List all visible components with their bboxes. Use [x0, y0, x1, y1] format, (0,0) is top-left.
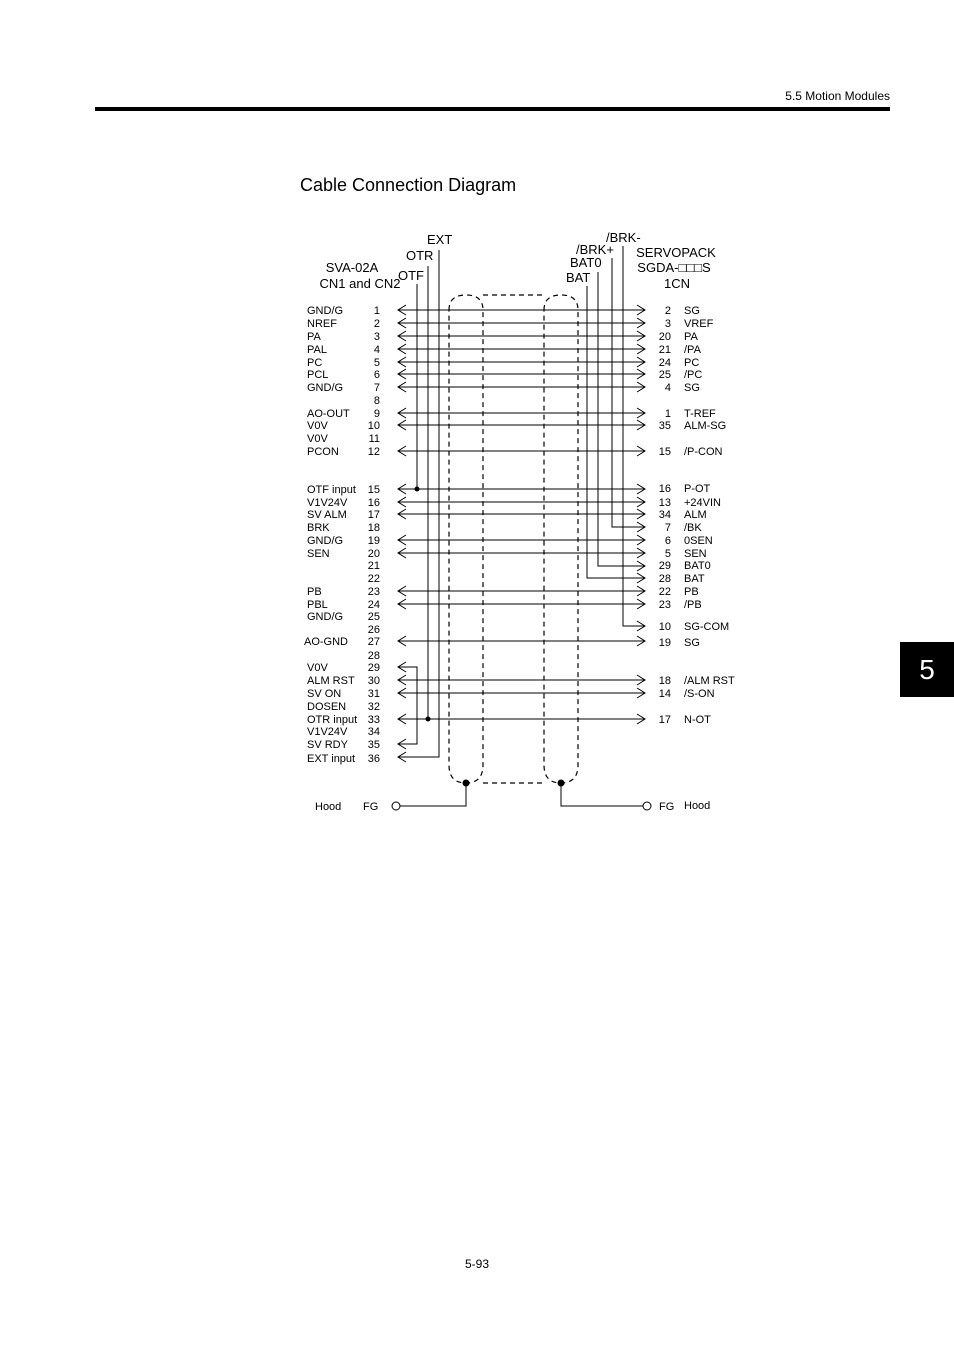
left-pin-number: 2 — [373, 318, 380, 330]
left-pin-name: SV ON — [307, 688, 342, 700]
left-connector-label-1: SVA-02A — [325, 260, 379, 275]
left-pin-number: 23 — [367, 586, 380, 598]
left-pin-number: 25 — [367, 611, 380, 623]
right-fg-label: FG — [659, 801, 675, 813]
brk-plus-bus-label: /BRK+ — [576, 242, 614, 257]
left-pin-number: 31 — [367, 688, 380, 700]
wire-33-17 — [398, 714, 645, 724]
otr-junction-dot — [426, 717, 431, 722]
right-pin-number: 14 — [658, 688, 671, 700]
right-pin-name: SG — [684, 382, 700, 394]
left-pin-name: PBL — [307, 599, 328, 611]
alm-return-wire — [612, 509, 645, 519]
left-pin-number: 33 — [367, 714, 380, 726]
v0v-return-wire — [398, 662, 417, 749]
left-pin-name: EXT input — [307, 753, 356, 765]
right-hood-label: Hood — [684, 800, 711, 812]
right-pin-name: BAT — [684, 573, 705, 585]
left-pin-name: PCON — [307, 446, 339, 458]
right-pin-name: SG-COM — [684, 621, 730, 633]
right-pin-number: 6 — [664, 535, 671, 547]
left-pin-number: 7 — [373, 382, 380, 394]
left-pin-name: OTR input — [307, 714, 358, 726]
left-pin-number: 12 — [367, 446, 380, 458]
left-fg-wire — [400, 783, 466, 806]
left-pin-number: 3 — [373, 331, 380, 343]
wire-16-13 — [398, 497, 645, 507]
left-pin-number: 27 — [367, 636, 380, 648]
left-pin-name: V1V24V — [307, 726, 348, 738]
left-pin-number: 36 — [367, 753, 380, 765]
left-pin-name: PAL — [307, 344, 327, 356]
left-pin-name: DOSEN — [307, 701, 347, 713]
wire-15-16 — [398, 484, 645, 494]
left-fg-terminal — [392, 802, 400, 810]
wire-20-5 — [398, 548, 645, 558]
page-number: 5-93 — [464, 1257, 490, 1271]
right-pin-name: N-OT — [684, 714, 711, 726]
left-pin-name: AO-GND — [304, 636, 348, 648]
left-pin-number: 17 — [367, 509, 380, 521]
wire-2-3 — [398, 318, 645, 328]
right-pin-number: 3 — [664, 318, 671, 330]
right-pin-number: 19 — [658, 637, 671, 649]
left-pin-number: 15 — [367, 484, 380, 496]
cable-shield-right — [544, 295, 578, 783]
left-pin-number: 10 — [367, 420, 380, 432]
right-pin-number: 16 — [658, 483, 671, 495]
wire-19-6 — [398, 535, 645, 545]
right-pin-name: /ALM RST — [684, 675, 735, 687]
left-pin-name: SV ALM — [307, 509, 347, 521]
left-pin-number: 4 — [373, 344, 380, 356]
left-hood-label: Hood — [315, 801, 342, 813]
ext-bus-label: EXT — [427, 232, 453, 247]
left-pin-name: GND/G — [307, 305, 344, 317]
left-pin-number: 28 — [367, 650, 380, 662]
bat0-bus-wire — [598, 272, 645, 571]
right-pin-name: PC — [684, 357, 700, 369]
left-pin-number: 16 — [367, 497, 380, 509]
wire-23-22 — [398, 586, 645, 596]
right-pin-name: ALM-SG — [684, 420, 727, 432]
left-pin-name: PB — [307, 586, 322, 598]
left-pin-name: V0V — [307, 662, 328, 674]
page-title: Cable Connection Diagram — [300, 175, 517, 195]
wire-17-34 — [398, 509, 612, 519]
otr-bus-label: OTR — [406, 248, 434, 263]
right-connector-label-1: SERVOPACK — [636, 245, 716, 260]
left-pin-number: 22 — [367, 573, 380, 585]
right-pin-name: T-REF — [684, 408, 716, 420]
right-pin-number: 20 — [658, 331, 671, 343]
right-pin-number: 10 — [658, 621, 671, 633]
left-pin-name: GND/G — [307, 611, 344, 623]
right-pin-name: /PA — [684, 344, 701, 356]
left-pin-number: 8 — [373, 395, 380, 407]
left-pin-number: 5 — [373, 357, 380, 369]
left-pin-number: 11 — [368, 433, 380, 445]
right-pin-number: 25 — [658, 369, 671, 381]
wire-30-18 — [398, 675, 645, 685]
brk-minus-bus-wire — [623, 246, 645, 631]
left-pin-number: 9 — [373, 408, 380, 420]
left-pin-name: GND/G — [307, 382, 344, 394]
left-pin-number: 18 — [367, 522, 380, 534]
left-pin-name: ALM RST — [307, 675, 355, 687]
right-pin-number: 2 — [664, 305, 671, 317]
left-pin-name: SV RDY — [307, 739, 348, 751]
right-pin-name: PA — [684, 331, 698, 343]
wire-4-21 — [398, 344, 645, 354]
left-pin-name: V1V24V — [307, 497, 348, 509]
right-pin-name: 0SEN — [684, 535, 713, 547]
left-pin-name: PA — [307, 331, 321, 343]
bat-bus-label: BAT — [566, 270, 591, 285]
left-pin-name: V0V — [307, 433, 328, 445]
right-pin-number: 13 — [658, 497, 671, 509]
right-pin-number: 24 — [658, 357, 671, 369]
right-pin-number: 18 — [658, 675, 671, 687]
brk-plus-bus-wire — [612, 258, 645, 532]
right-pin-name: BAT0 — [684, 560, 711, 572]
right-pin-number: 17 — [658, 714, 671, 726]
cable-shield-left — [449, 295, 483, 783]
right-pin-number: 28 — [658, 573, 671, 585]
right-pin-name: P-OT — [684, 483, 711, 495]
left-fg-label: FG — [363, 801, 379, 813]
right-pin-name: /PC — [684, 369, 703, 381]
right-pin-name: /PB — [684, 599, 702, 611]
left-pin-number: 19 — [367, 535, 380, 547]
left-pin-number: 26 — [367, 624, 380, 636]
bat-bus-wire — [587, 286, 645, 583]
right-pin-name: +24VIN — [684, 497, 721, 509]
right-pin-number: 1 — [664, 408, 671, 420]
right-pin-name: ALM — [684, 509, 707, 521]
right-pin-number: 34 — [658, 509, 671, 521]
right-pin-number: 23 — [658, 599, 671, 611]
wire-5-24 — [398, 357, 645, 367]
right-connector-label-3: 1CN — [663, 276, 691, 291]
right-pin-number: 15 — [658, 446, 671, 458]
wire-6-25 — [398, 369, 645, 379]
otf-junction-dot — [415, 487, 420, 492]
left-pin-number: 35 — [367, 739, 380, 751]
wire-27-19 — [398, 636, 645, 646]
wire-10-35 — [398, 420, 645, 430]
wire-9-1 — [398, 408, 645, 418]
otf-bus-label: OTF — [398, 268, 424, 283]
right-fg-wire — [561, 783, 643, 806]
right-pin-name: /P-CON — [684, 446, 723, 458]
wire-7-4 — [398, 382, 645, 392]
left-pin-name: SEN — [307, 548, 330, 560]
left-pin-name: AO-OUT — [307, 408, 350, 420]
right-pin-number: 35 — [658, 420, 671, 432]
right-pin-number: 7 — [664, 522, 671, 534]
left-pin-number: 30 — [367, 675, 380, 687]
left-pin-name: OTF input — [307, 484, 356, 496]
right-pin-name: SEN — [684, 548, 707, 560]
left-pin-name: NREF — [307, 318, 337, 330]
right-pin-name: /S-ON — [684, 688, 715, 700]
left-pin-name: PCL — [307, 369, 329, 381]
left-pin-name: GND/G — [307, 535, 344, 547]
left-pin-number: 21 — [367, 560, 380, 572]
wire-24-23 — [398, 599, 645, 609]
left-pin-number: 32 — [367, 701, 380, 713]
left-pin-number: 29 — [367, 662, 380, 674]
left-pin-number: 6 — [373, 369, 380, 381]
wire-31-14 — [398, 688, 645, 698]
right-pin-number: 5 — [664, 548, 671, 560]
right-pin-name: VREF — [684, 318, 714, 330]
shield-bridge — [483, 295, 544, 783]
right-connector-label-2: SGDA-□□□S — [637, 260, 711, 275]
section-header: 5.5 Motion Modules — [785, 89, 890, 103]
left-pin-name: BRK — [307, 522, 330, 534]
right-pin-number: 22 — [658, 586, 671, 598]
bat0-bus-label: BAT0 — [570, 255, 602, 270]
right-fg-terminal — [643, 802, 651, 810]
left-pin-number: 20 — [367, 548, 380, 560]
right-pin-number: 4 — [664, 382, 671, 394]
wire-1-2 — [398, 305, 645, 315]
right-shield-ground-dot — [558, 780, 565, 787]
left-pin-number: 1 — [373, 305, 380, 317]
left-shield-ground-dot — [463, 780, 470, 787]
wire-3-20 — [398, 331, 645, 341]
brk-minus-bus-label: /BRK- — [606, 230, 641, 245]
right-pin-name: /BK — [684, 522, 702, 534]
left-pin-number: 34 — [367, 726, 380, 738]
left-pin-name: PC — [307, 357, 323, 369]
left-pin-number: 24 — [367, 599, 380, 611]
chapter-tab: 5 — [900, 642, 954, 697]
left-pin-name: V0V — [307, 420, 328, 432]
wire-12-15 — [398, 446, 645, 456]
left-connector-label-2: CN1 and CN2 — [319, 276, 401, 291]
right-pin-name: SG — [684, 637, 700, 649]
right-pin-number: 21 — [658, 344, 671, 356]
right-pin-number: 29 — [658, 560, 671, 572]
right-pin-name: PB — [684, 586, 699, 598]
right-pin-name: SG — [684, 305, 700, 317]
